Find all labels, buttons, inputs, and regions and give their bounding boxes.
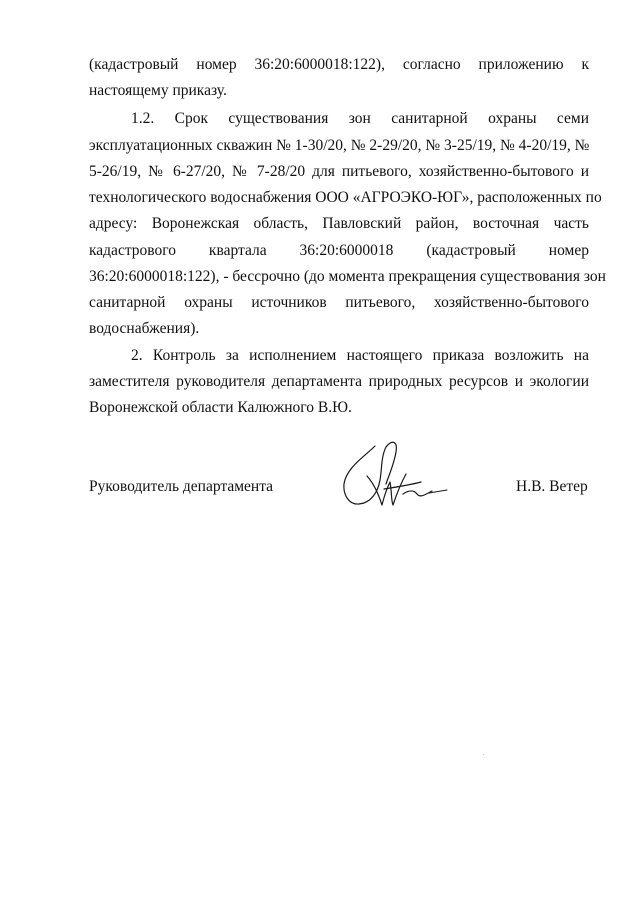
signer-name: Н.В. Ветер (516, 478, 588, 495)
text-line: эксплуатационных скважин № 1-30/20, № 2-29/20, № 3-25/19, № 4-20/19, № (89, 137, 590, 154)
scan-dot (483, 754, 484, 755)
text-line: настоящему приказу. (89, 82, 227, 99)
text-line: 1.2. Срок существования зон санитарной охраны семи (131, 110, 589, 127)
text-line: заместителя руководителя департамента природных ресурсов и экологии (89, 373, 589, 390)
signer-title: Руководитель департамента (89, 478, 274, 495)
text-line: 36:20:6000018:122), - бессрочно (до момента прекращения существования зон (89, 268, 606, 285)
text-line: адресу: Воронежская область, Павловский район, восточная часть (89, 215, 589, 232)
text-line: водоснабжения). (89, 320, 200, 337)
text-line: кадастрового квартала 36:20:6000018 (кадастровый номер (89, 242, 589, 259)
text-line: 5-26/19, № 6-27/20, № 7-28/20 для питьевого, хозяйственно-бытового и (89, 163, 589, 180)
text-line: (кадастровый номер 36:20:6000018:122), согласно приложению к (89, 56, 589, 73)
signature-image (335, 432, 455, 517)
text-line: Воронежской области Калюжного В.Ю. (89, 399, 352, 416)
text-line: санитарной охраны источников питьевого, хозяйственно-бытового (89, 294, 589, 311)
text-line: технологического водоснабжения ООО «АГРОЭКО-ЮГ», расположенных по (89, 189, 602, 206)
text-line: 2. Контроль за исполнением настоящего приказа возложить на (131, 347, 589, 364)
